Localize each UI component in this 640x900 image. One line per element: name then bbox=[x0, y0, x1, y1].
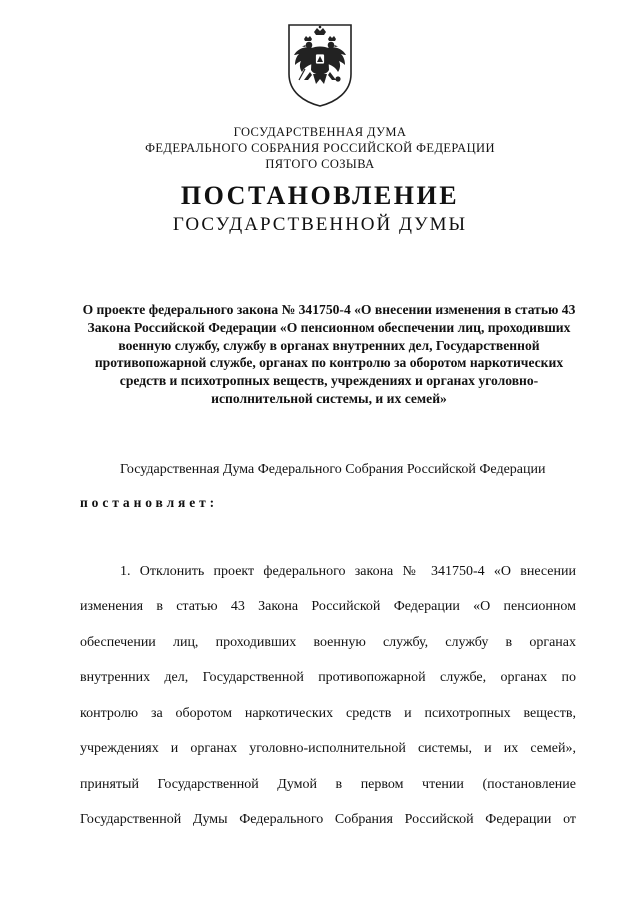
org-name-line: ГОСУДАРСТВЕННАЯ ДУМА bbox=[233, 125, 407, 139]
body-text-line: контролю за оборотом наркотических средств и психотропных веществ, bbox=[80, 706, 576, 721]
body-text-line: изменения в статью 43 Закона Российской Федерации «О пенсионном bbox=[80, 599, 576, 614]
body-text-line: 1. Отклонить проект федерального закона № 341750-4 «О внесении bbox=[120, 564, 576, 579]
document-issuer-title: ГОСУДАРСТВЕННОЙ ДУМЫ bbox=[172, 214, 468, 235]
body-text-line: обеспечении лиц, проходивших военную службу, службу в органах bbox=[80, 635, 576, 650]
body-text-line: принятый Государственной Думой в первом чтении (постановление bbox=[80, 777, 576, 792]
resolves-keyword: постановляет: bbox=[80, 495, 219, 510]
coat-of-arms-icon bbox=[286, 22, 354, 108]
document-type-title: ПОСТАНОВЛЕНИЕ bbox=[180, 181, 460, 210]
org-name-line: ФЕДЕРАЛЬНОГО СОБРАНИЯ РОССИЙСКОЙ ФЕДЕРАЦИИ bbox=[145, 141, 495, 155]
body-text-line: учреждениях и органах уголовно-исполнительной системы, и их семей», bbox=[80, 741, 576, 756]
preamble-text: Государственная Дума Федерального Собрания Российской Федерации bbox=[120, 462, 546, 477]
body-text-line: Государственной Думы Федерального Собрания Российской Федерации от bbox=[80, 812, 576, 827]
convocation-line: ПЯТОГО СОЗЫВА bbox=[265, 157, 375, 171]
body-text-line: внутренних дел, Государственной противопожарной службе, органах по bbox=[80, 670, 576, 685]
document-subject: О проекте федерального закона № 341750-4 «О внесении изменения в статью 43 Закона Российской Федерации «О пенсионном обеспечении лиц, проходивших военную службу, службу в органах внутренних дел, Государственной противопожарной службе, органах по контролю за оборотом наркотических средств и психотропных веществ, учреждениях и органах уголовно-исполнительной системы, и их семей» bbox=[82, 302, 576, 406]
